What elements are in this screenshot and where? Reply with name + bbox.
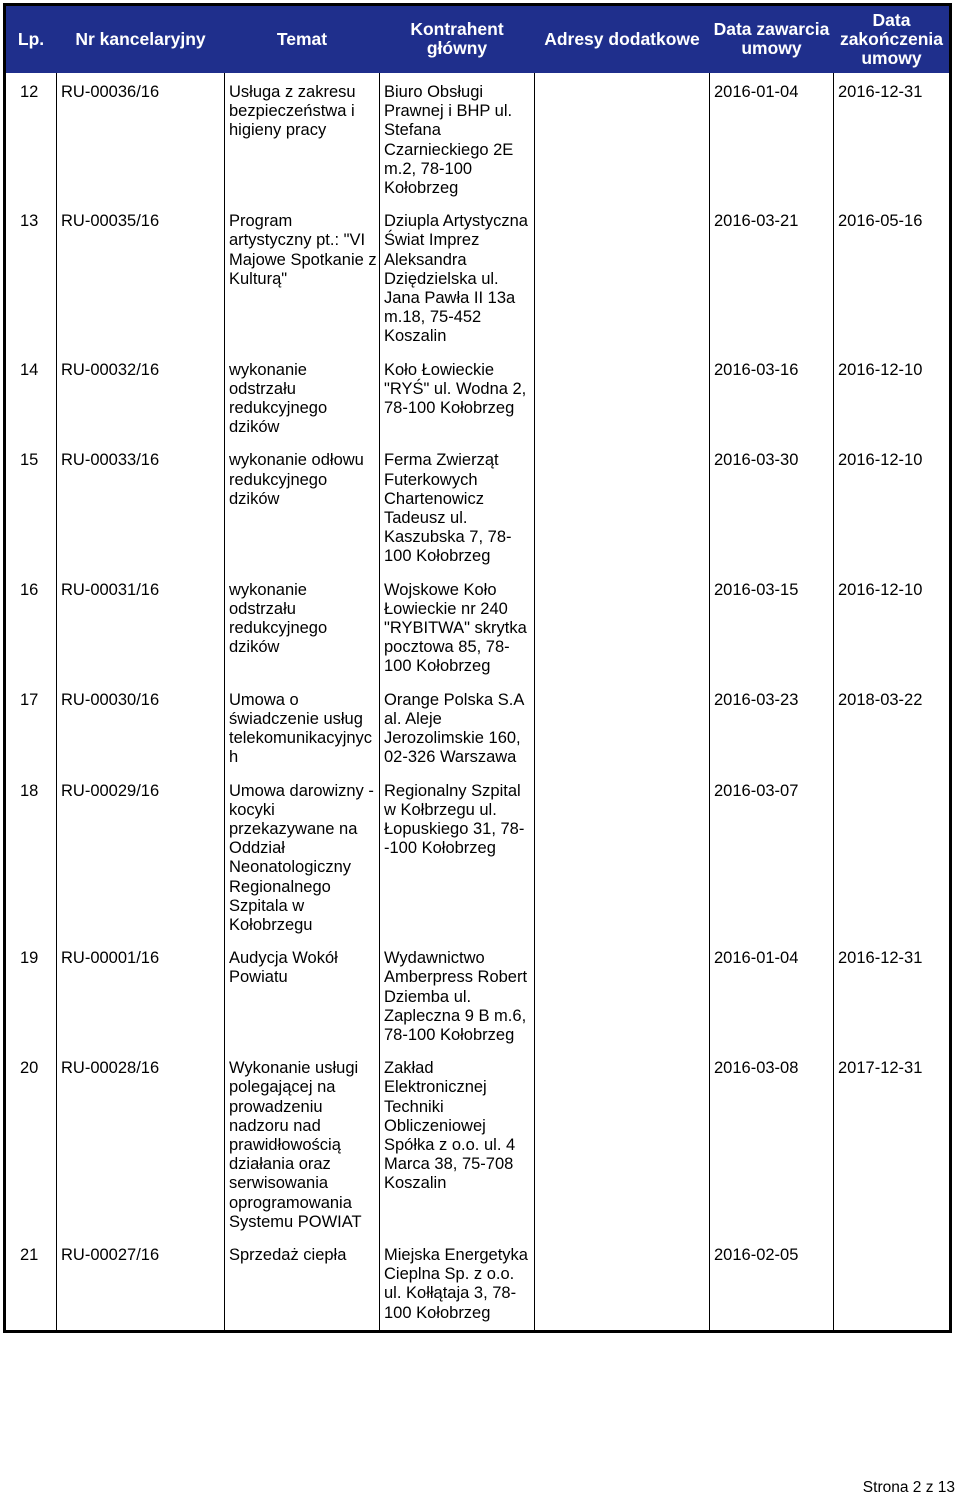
table-row <box>5 684 951 775</box>
header-lp: Lp. <box>5 5 57 73</box>
cell-adresy-dodatkowe <box>535 444 710 573</box>
cell-adresy-dodatkowe <box>535 354 710 445</box>
page-number: Strona 2 z 13 <box>862 1479 955 1496</box>
table-row <box>5 775 951 943</box>
header-data-zawarcia: Data zawarcia umowy <box>710 5 834 73</box>
cell-nr-kancelaryjny: RU-00001/16 <box>57 942 225 1052</box>
cell-data-zawarcia: 2016-03-21 <box>710 205 834 353</box>
cell-data-zawarcia: 2016-03-07 <box>710 775 834 943</box>
cell-data-zakonczenia: 2016-12-31 <box>834 942 951 1052</box>
table-row <box>5 1052 951 1239</box>
contracts-table <box>3 3 952 1333</box>
cell-kontrahent: Dziupla Artystyczna Świat Imprez Aleksandra Dziędzielska ul. Jana Pawła II 13a m.18, 75-452 Koszalin <box>380 205 535 353</box>
cell-kontrahent: Biuro Obsługi Prawnej i BHP ul. Stefana Czarnieckiego 2E m.2, 78-100 Kołobrzeg <box>380 73 535 206</box>
cell-data-zakonczenia: 2016-12-10 <box>834 444 951 573</box>
cell-data-zawarcia: 2016-03-23 <box>710 684 834 775</box>
cell-data-zawarcia: 2016-03-15 <box>710 574 834 684</box>
cell-kontrahent: Zakład Elektronicznej Techniki Obliczeniowej Spółka z o.o. ul. 4 Marca 38, 75-708 Koszalin <box>380 1052 535 1239</box>
cell-data-zakonczenia <box>834 1239 951 1331</box>
header-data-zakonczenia: Data zakończenia umowy <box>834 5 951 73</box>
cell-adresy-dodatkowe <box>535 205 710 353</box>
cell-adresy-dodatkowe <box>535 775 710 943</box>
cell-data-zawarcia: 2016-03-08 <box>710 1052 834 1239</box>
cell-temat: Wykonanie usługi polegającej na prowadzeniu nadzoru nad prawidłowością działania oraz serwisowania oprogramowania Systemu POWIAT <box>225 1052 380 1239</box>
cell-temat: Program artystyczny pt.: "VI Majowe Spotkanie z Kulturą" <box>225 205 380 353</box>
cell-nr-kancelaryjny: RU-00029/16 <box>57 775 225 943</box>
cell-kontrahent: Koło Łowieckie "RYŚ" ul. Wodna 2, 78-100 Kołobrzeg <box>380 354 535 445</box>
cell-nr-kancelaryjny: RU-00031/16 <box>57 574 225 684</box>
cell-lp: 12 <box>5 73 57 206</box>
cell-nr-kancelaryjny: RU-00027/16 <box>57 1239 225 1331</box>
cell-temat: wykonanie odstrzału redukcyjnego dzików <box>225 574 380 684</box>
cell-data-zakonczenia: 2016-12-10 <box>834 574 951 684</box>
table-header-row <box>5 5 951 73</box>
cell-temat: Sprzedaż ciepła <box>225 1239 380 1331</box>
cell-nr-kancelaryjny: RU-00033/16 <box>57 444 225 573</box>
cell-temat: Usługa z zakresu bezpieczeństwa i higieny pracy <box>225 73 380 206</box>
cell-nr-kancelaryjny: RU-00036/16 <box>57 73 225 206</box>
cell-lp: 21 <box>5 1239 57 1331</box>
cell-temat: Umowa darowizny - kocyki przekazywane na Oddział Neonatologiczny Regionalnego Szpitala w Kołobrzegu <box>225 775 380 943</box>
cell-adresy-dodatkowe <box>535 684 710 775</box>
table-row <box>5 205 951 353</box>
cell-data-zakonczenia: 2017-12-31 <box>834 1052 951 1239</box>
cell-data-zawarcia: 2016-01-04 <box>710 942 834 1052</box>
cell-data-zakonczenia: 2018-03-22 <box>834 684 951 775</box>
header-kontrahent: Kontrahent główny <box>380 5 535 73</box>
cell-nr-kancelaryjny: RU-00035/16 <box>57 205 225 353</box>
header-adresy-dodatkowe: Adresy dodatkowe <box>535 5 710 73</box>
table-row <box>5 354 951 445</box>
cell-temat: wykonanie odstrzału redukcyjnego dzików <box>225 354 380 445</box>
cell-data-zakonczenia: 2016-12-31 <box>834 73 951 206</box>
cell-lp: 14 <box>5 354 57 445</box>
cell-lp: 20 <box>5 1052 57 1239</box>
cell-nr-kancelaryjny: RU-00028/16 <box>57 1052 225 1239</box>
document-page <box>3 3 949 1333</box>
cell-kontrahent: Miejska Energetyka Cieplna Sp. z o.o. ul. Kołłątaja 3, 78-100 Kołobrzeg <box>380 1239 535 1331</box>
cell-temat: Umowa o świadczenie usług telekomunikacyjnych <box>225 684 380 775</box>
cell-lp: 19 <box>5 942 57 1052</box>
table-row <box>5 444 951 573</box>
cell-kontrahent: Regionalny Szpital w Kołbrzegu ul. Łopuskiego 31, 78--100 Kołobrzeg <box>380 775 535 943</box>
cell-adresy-dodatkowe <box>535 574 710 684</box>
header-temat: Temat <box>225 5 380 73</box>
table-row <box>5 1239 951 1331</box>
cell-nr-kancelaryjny: RU-00030/16 <box>57 684 225 775</box>
cell-kontrahent: Orange Polska S.A al. Aleje Jerozolimskie 160, 02-326 Warszawa <box>380 684 535 775</box>
cell-kontrahent: Wojskowe Koło Łowieckie nr 240 "RYBITWA" skrytka pocztowa 85, 78-100 Kołobrzeg <box>380 574 535 684</box>
table-row <box>5 574 951 684</box>
cell-adresy-dodatkowe <box>535 1239 710 1331</box>
cell-adresy-dodatkowe <box>535 1052 710 1239</box>
cell-data-zawarcia: 2016-03-30 <box>710 444 834 573</box>
cell-adresy-dodatkowe <box>535 73 710 206</box>
cell-temat: wykonanie odłowu redukcyjnego dzików <box>225 444 380 573</box>
table-row <box>5 73 951 206</box>
cell-data-zawarcia: 2016-02-05 <box>710 1239 834 1331</box>
cell-adresy-dodatkowe <box>535 942 710 1052</box>
cell-lp: 18 <box>5 775 57 943</box>
cell-nr-kancelaryjny: RU-00032/16 <box>57 354 225 445</box>
cell-data-zawarcia: 2016-01-04 <box>710 73 834 206</box>
cell-data-zawarcia: 2016-03-16 <box>710 354 834 445</box>
header-nr-kancelaryjny: Nr kancelaryjny <box>57 5 225 73</box>
cell-lp: 13 <box>5 205 57 353</box>
cell-data-zakonczenia: 2016-12-10 <box>834 354 951 445</box>
cell-lp: 16 <box>5 574 57 684</box>
cell-data-zakonczenia: 2016-05-16 <box>834 205 951 353</box>
cell-kontrahent: Ferma Zwierząt Futerkowych Chartenowicz Tadeusz ul. Kaszubska 7, 78-100 Kołobrzeg <box>380 444 535 573</box>
table-row <box>5 942 951 1052</box>
cell-temat: Audycja Wokół Powiatu <box>225 942 380 1052</box>
cell-lp: 17 <box>5 684 57 775</box>
cell-lp: 15 <box>5 444 57 573</box>
cell-kontrahent: Wydawnictwo Amberpress Robert Dziemba ul. Zapleczna 9 B m.6, 78-100 Kołobrzeg <box>380 942 535 1052</box>
cell-data-zakonczenia <box>834 775 951 943</box>
